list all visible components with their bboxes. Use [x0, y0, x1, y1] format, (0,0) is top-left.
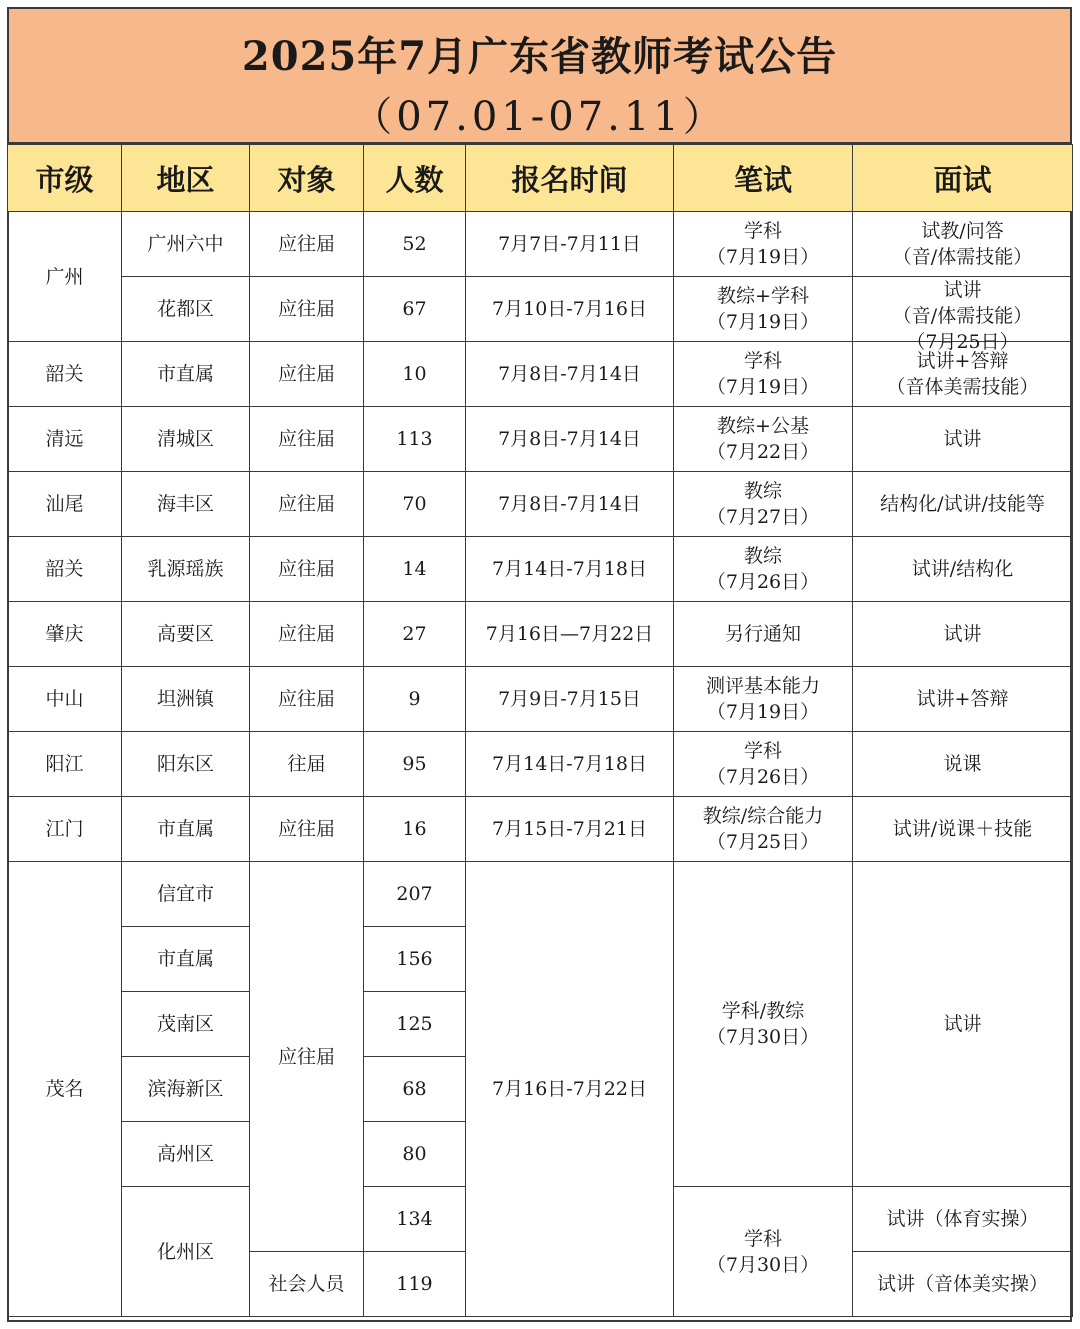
- city-cell: 江门: [8, 797, 122, 862]
- target-cell: 往届: [250, 732, 364, 797]
- city-cell: 汕尾: [8, 472, 122, 537]
- table-row: [8, 797, 1073, 862]
- interview-cell: 试讲: [853, 862, 1073, 1187]
- written-subject: 教综+学科: [717, 285, 809, 307]
- city-cell: 中山: [8, 667, 122, 732]
- written-subject: 测评基本能力: [705, 675, 820, 697]
- count-cell: 207: [364, 862, 466, 927]
- interview-note: （音体美需技能）: [886, 376, 1039, 398]
- written-cell: [674, 472, 853, 537]
- city-cell: 阳江: [8, 732, 122, 797]
- written-cell: [674, 1187, 853, 1317]
- written-subject: 教综+公基: [717, 415, 809, 437]
- registration-cell: 7月8日-7月14日: [466, 342, 674, 407]
- written-subject: 学科: [743, 740, 782, 762]
- area-cell: 茂南区: [122, 992, 250, 1057]
- interview-date: （7月25日）: [906, 331, 1019, 353]
- written-cell: [674, 342, 853, 407]
- target-cell: 应往届: [250, 472, 364, 537]
- interview-note: （音/体需技能）: [892, 305, 1033, 327]
- registration-cell: 7月7日-7月11日: [466, 212, 674, 277]
- area-cell: 广州六中: [122, 212, 250, 277]
- count-cell: 68: [364, 1057, 466, 1122]
- written-date: （7月30日）: [706, 1253, 820, 1276]
- target-cell: 应往届: [250, 277, 364, 342]
- registration-cell: 7月8日-7月14日: [466, 407, 674, 472]
- registration-cell: 7月8日-7月14日: [466, 472, 674, 537]
- area-cell: 高州区: [122, 1122, 250, 1187]
- target-cell: 应往届: [250, 862, 364, 1252]
- table-row: [8, 407, 1073, 472]
- city-cell: 肇庆: [8, 602, 122, 667]
- interview-cell: 试讲+答辩: [853, 667, 1073, 732]
- interview-cell: 说课: [853, 732, 1073, 797]
- table-row: [8, 732, 1073, 797]
- written-cell: [674, 277, 853, 342]
- written-cell: [674, 667, 853, 732]
- interview-note: （音/体需技能）: [892, 246, 1033, 268]
- count-cell: 52: [364, 212, 466, 277]
- written-date: （7月19日）: [706, 311, 820, 333]
- target-cell: 应往届: [250, 212, 364, 277]
- registration-cell: 7月14日-7月18日: [466, 732, 674, 797]
- area-cell: 阳东区: [122, 732, 250, 797]
- header-count: 人数: [364, 145, 466, 212]
- header-area: 地区: [122, 145, 250, 212]
- written-cell: [674, 732, 853, 797]
- count-cell: 14: [364, 537, 466, 602]
- area-cell: 信宜市: [122, 862, 250, 927]
- page-title: 2025年7月广东省教师考试公告: [241, 33, 838, 80]
- header-registration: 报名时间: [466, 145, 674, 212]
- written-cell: [674, 537, 853, 602]
- count-cell: 134: [364, 1187, 466, 1252]
- table-row: [8, 862, 1073, 927]
- interview-cell: 结构化/试讲/技能等: [853, 472, 1073, 537]
- header-city: 市级: [8, 145, 122, 212]
- city-cell: 广州: [8, 212, 122, 342]
- written-date: （7月26日）: [706, 571, 820, 593]
- area-cell: 高要区: [122, 602, 250, 667]
- target-cell: 应往届: [250, 797, 364, 862]
- written-date: （7月22日）: [706, 441, 820, 463]
- area-cell: 市直属: [122, 797, 250, 862]
- registration-cell: 7月9日-7月15日: [466, 667, 674, 732]
- table-row: [8, 472, 1073, 537]
- notice-sheet: [7, 7, 1072, 1322]
- count-cell: 113: [364, 407, 466, 472]
- interview-cell: 试讲（体育实操）: [853, 1187, 1073, 1252]
- area-cell: 市直属: [122, 342, 250, 407]
- interview-cell: 试讲: [853, 602, 1073, 667]
- written-subject: 教综: [743, 545, 782, 567]
- registration-cell: 7月16日-7月22日: [466, 862, 674, 1317]
- written-subject: 学科: [743, 1227, 782, 1250]
- header-written: 笔试: [674, 145, 853, 212]
- count-cell: 67: [364, 277, 466, 342]
- area-cell: 花都区: [122, 277, 250, 342]
- city-cell: 清远: [8, 407, 122, 472]
- interview-format: 试讲+答辩: [916, 350, 1009, 372]
- count-cell: 119: [364, 1252, 466, 1317]
- written-date: （7月26日）: [706, 766, 820, 788]
- count-cell: 70: [364, 472, 466, 537]
- target-cell: 应往届: [250, 407, 364, 472]
- written-subject: 教综/综合能力: [702, 805, 824, 827]
- area-cell: 市直属: [122, 927, 250, 992]
- city-cell: 茂名: [8, 862, 122, 1317]
- written-date: （7月19日）: [706, 376, 820, 398]
- target-cell: 应往届: [250, 667, 364, 732]
- area-cell: 乳源瑶族: [122, 537, 250, 602]
- area-cell: 海丰区: [122, 472, 250, 537]
- header-row: [8, 145, 1073, 212]
- written-cell: 另行通知: [674, 602, 853, 667]
- target-cell: 应往届: [250, 342, 364, 407]
- area-cell: 化州区: [122, 1187, 250, 1317]
- written-cell: [674, 862, 853, 1187]
- table-row: [8, 602, 1073, 667]
- interview-format: 试教/问答: [921, 220, 1004, 242]
- written-date: （7月19日）: [706, 246, 820, 268]
- written-cell: [674, 797, 853, 862]
- date-range: （07.01-07.11）: [352, 94, 727, 140]
- written-date: （7月19日）: [706, 701, 820, 723]
- written-cell: [674, 407, 853, 472]
- count-cell: 16: [364, 797, 466, 862]
- count-cell: 9: [364, 667, 466, 732]
- written-subject: 学科: [743, 350, 782, 372]
- interview-format: 试讲: [943, 279, 982, 301]
- registration-cell: 7月15日-7月21日: [466, 797, 674, 862]
- interview-cell: 试讲/结构化: [853, 537, 1073, 602]
- interview-cell: 试讲: [853, 407, 1073, 472]
- count-cell: 27: [364, 602, 466, 667]
- title-banner: [9, 9, 1070, 144]
- registration-cell: 7月14日-7月18日: [466, 537, 674, 602]
- interview-cell: 试讲/说课＋技能: [853, 797, 1073, 862]
- interview-cell: [853, 342, 1073, 407]
- city-cell: 韶关: [8, 342, 122, 407]
- header-target: 对象: [250, 145, 364, 212]
- registration-cell: 7月16日—7月22日: [466, 602, 674, 667]
- interview-cell: 试讲（音体美实操）: [853, 1252, 1073, 1317]
- written-subject: 教综: [743, 480, 782, 502]
- count-cell: 125: [364, 992, 466, 1057]
- area-cell: 滨海新区: [122, 1057, 250, 1122]
- target-cell: 应往届: [250, 602, 364, 667]
- target-cell: 应往届: [250, 537, 364, 602]
- target-cell: 社会人员: [250, 1252, 364, 1317]
- area-cell: 坦洲镇: [122, 667, 250, 732]
- exam-table: [7, 144, 1073, 1317]
- written-subject: 学科/教综: [721, 1000, 805, 1022]
- count-cell: 156: [364, 927, 466, 992]
- written-date: （7月25日）: [706, 831, 820, 853]
- registration-cell: 7月10日-7月16日: [466, 277, 674, 342]
- table-row: [8, 277, 1073, 342]
- city-cell: 韶关: [8, 537, 122, 602]
- count-cell: 10: [364, 342, 466, 407]
- written-subject: 学科: [743, 220, 782, 242]
- count-cell: 95: [364, 732, 466, 797]
- count-cell: 80: [364, 1122, 466, 1187]
- table-row: [8, 212, 1073, 277]
- table-row: [8, 667, 1073, 732]
- interview-cell: [853, 212, 1073, 277]
- area-cell: 清城区: [122, 407, 250, 472]
- interview-cell: [853, 277, 1073, 353]
- header-interview: 面试: [853, 145, 1073, 212]
- written-cell: [674, 212, 853, 277]
- written-date: （7月30日）: [706, 1026, 820, 1048]
- table-row: [8, 537, 1073, 602]
- written-date: （7月27日）: [706, 506, 820, 528]
